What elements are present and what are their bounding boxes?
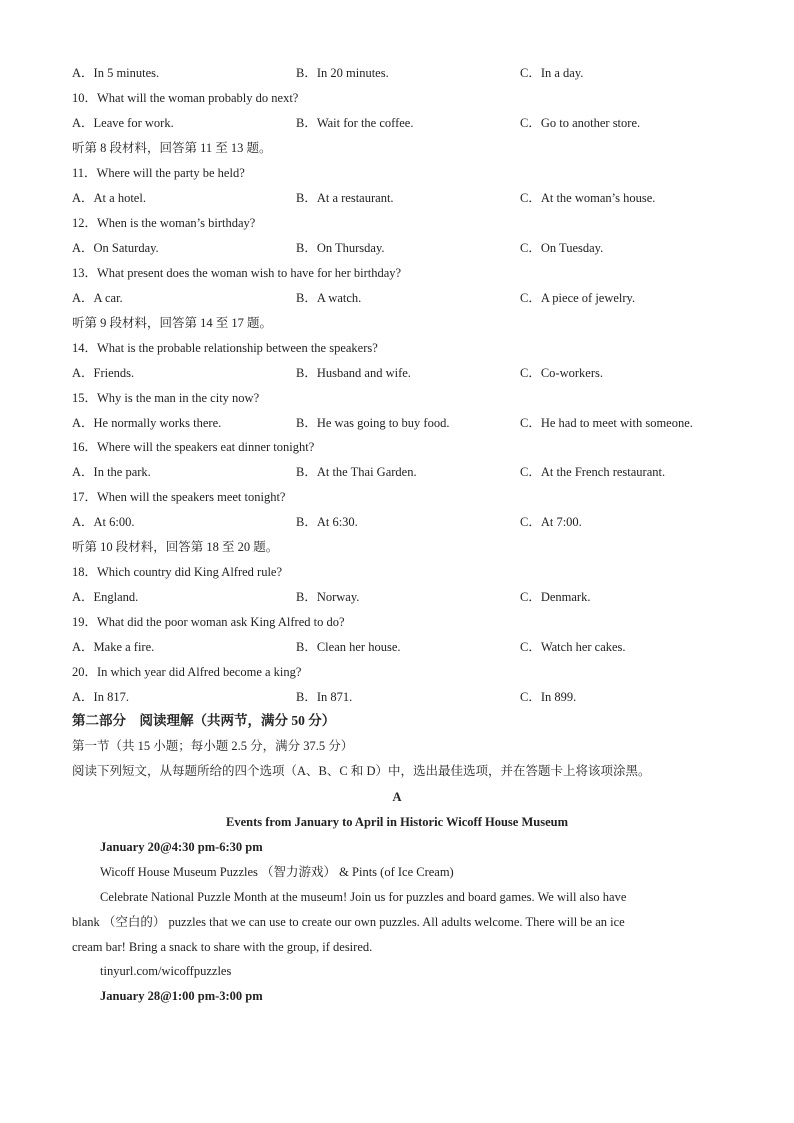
part2-instruction: 阅读下列短文，从每题所给的四个选项（A、B、C 和 D）中，选出最佳选项，并在答题卡上将该项涂黑。	[72, 764, 651, 778]
q11-option-c: C．At the woman’s house.	[520, 191, 656, 205]
q16-option-c: C．At the French restaurant.	[520, 465, 666, 479]
q19-option-b: B．Clean her house.	[296, 640, 401, 654]
q17-option-a: A．At 6:00.	[72, 515, 135, 529]
q20-option-b: B．In 871.	[296, 690, 353, 704]
q19-option-c: C．Watch her cakes.	[520, 640, 626, 654]
q18-option-a: A．England.	[72, 590, 139, 604]
q10-option-b: B．Wait for the coffee.	[296, 116, 414, 130]
event1-desc-line3: cream bar! Bring a snack to share with the group, if desired.	[72, 940, 373, 954]
q14-option-c: C．Co-workers.	[520, 366, 603, 380]
event2-time: January 28@1:00 pm-3:00 pm	[100, 989, 263, 1003]
q13-stem: 13．What present does the woman wish to have for her birthday?	[72, 266, 402, 280]
q14-stem: 14．What is the probable relationship between the speakers?	[72, 341, 378, 355]
q12-option-a: A．On Saturday.	[72, 241, 159, 255]
q20-stem: 20．In which year did Alfred become a king?	[72, 665, 302, 679]
event1-time: January 20@4:30 pm-6:30 pm	[100, 840, 263, 854]
q15-option-a: A．He normally works there.	[72, 416, 222, 430]
event1-desc-line1: Celebrate National Puzzle Month at the museum! Join us for puzzles and board games. We will also have	[100, 890, 627, 904]
q20-option-a: A．In 817.	[72, 690, 129, 704]
event1-link: tinyurl.com/wicoffpuzzles	[100, 964, 232, 978]
passage-letter: A	[392, 790, 402, 804]
q20-option-c: C．In 899.	[520, 690, 577, 704]
q17-option-c: C．At 7:00.	[520, 515, 582, 529]
q14-option-b: B．Husband and wife.	[296, 366, 411, 380]
event1-desc-line2: blank （空白的） puzzles that we can use to create our own puzzles. All adults welcome. There will be an ice	[72, 915, 625, 929]
q16-stem: 16．Where will the speakers eat dinner tonight?	[72, 440, 315, 454]
section-note-9: 听第 9 段材料，回答第 14 至 17 题。	[72, 316, 273, 330]
q13-option-b: B．A watch.	[296, 291, 362, 305]
q18-option-c: C．Denmark.	[520, 590, 591, 604]
q17-option-b: B．At 6:30.	[296, 515, 358, 529]
q9-option-b: B．In 20 minutes.	[296, 66, 389, 80]
q19-option-a: A．Make a fire.	[72, 640, 155, 654]
q9-option-c: C．In a day.	[520, 66, 584, 80]
q10-option-c: C．Go to another store.	[520, 116, 641, 130]
section-note-8: 听第 8 段材料，回答第 11 至 13 题。	[72, 141, 272, 155]
section-note-10: 听第 10 段材料，回答第 18 至 20 题。	[72, 540, 279, 554]
q12-option-c: C．On Tuesday.	[520, 241, 604, 255]
q18-option-b: B．Norway.	[296, 590, 360, 604]
q16-option-b: B．At the Thai Garden.	[296, 465, 417, 479]
q13-option-c: C．A piece of jewelry.	[520, 291, 636, 305]
q10-option-a: A．Leave for work.	[72, 116, 174, 130]
q9-option-a: A．In 5 minutes.	[72, 66, 160, 80]
q11-option-b: B．At a restaurant.	[296, 191, 394, 205]
q12-stem: 12．When is the woman’s birthday?	[72, 216, 256, 230]
q17-stem: 17．When will the speakers meet tonight?	[72, 490, 286, 504]
q15-option-c: C．He had to meet with someone.	[520, 416, 693, 430]
event1-name: Wicoff House Museum Puzzles （智力游戏） & Pints (of Ice Cream)	[100, 865, 454, 879]
q12-option-b: B．On Thursday.	[296, 241, 385, 255]
part2-section1: 第一节（共 15 小题；每小题 2.5 分，满分 37.5 分）	[72, 739, 354, 753]
q11-stem: 11．Where will the party be held?	[72, 166, 245, 180]
q16-option-a: A．In the park.	[72, 465, 151, 479]
q13-option-a: A．A car.	[72, 291, 123, 305]
q19-stem: 19．What did the poor woman ask King Alfred to do?	[72, 615, 345, 629]
q15-option-b: B．He was going to buy food.	[296, 416, 450, 430]
q14-option-a: A．Friends.	[72, 366, 135, 380]
q18-stem: 18．Which country did King Alfred rule?	[72, 565, 283, 579]
q10-stem: 10．What will the woman probably do next?	[72, 91, 299, 105]
q15-stem: 15．Why is the man in the city now?	[72, 391, 260, 405]
passage-title: Events from January to April in Historic Wicoff House Museum	[225, 815, 568, 829]
part2-title: 第二部分 阅读理解（共两节，满分 50 分）	[72, 713, 336, 728]
q11-option-a: A．At a hotel.	[72, 191, 146, 205]
